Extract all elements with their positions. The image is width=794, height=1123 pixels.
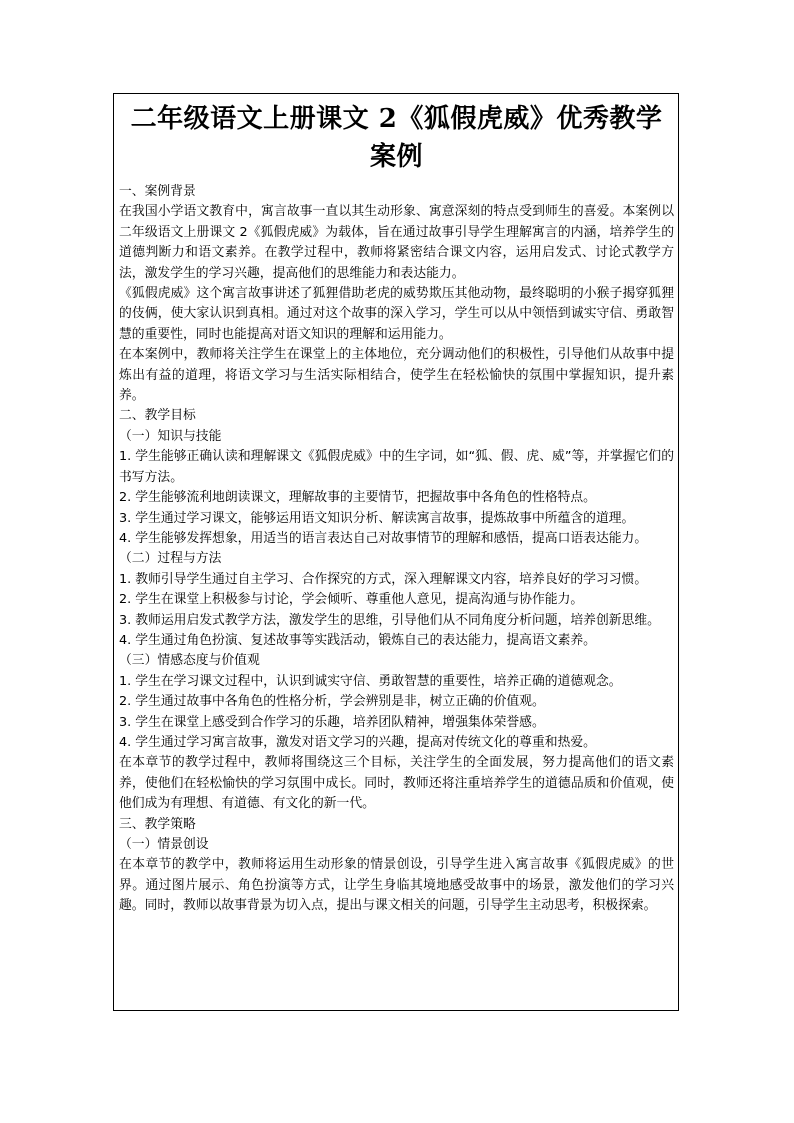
list-item: 3. 学生在课堂上感受到合作学习的乐趣，培养团队精神，增强集体荣誉感。: [119, 714, 545, 730]
body-paragraph: 《狐假虎威》这个寓言故事讲述了狐狸借助老虎的威势欺压其他动物，最终聪明的小猴子揭穿狐狸的伎俩，使大家认识到真相。通过对这个故事的深入学习，学生可以从中领悟到诚实守信、勇敢智慧的重要性，同时也能提高对语文知识的理解和运用能力。: [119, 286, 674, 342]
section-heading: 二、教学目标: [119, 408, 196, 424]
subsection-heading: （一）知识与技能: [119, 428, 222, 444]
section-heading: 三、教学策略: [119, 816, 196, 832]
document-title: 二年级语文上册课文 2《狐假虎威》优秀教学案例: [130, 104, 663, 172]
list-item: 2. 学生能够流利地朗读课文，理解故事的主要情节，把握故事中各角色的性格特点。: [119, 490, 596, 506]
body-paragraph: 在本案例中，教师将关注学生在课堂上的主体地位，充分调动他们的积极性，引导他们从故事中提炼出有益的道理，将语文学习与生活实际相结合，使学生在轻松愉快的氛围中掌握知识，提升素养。: [119, 347, 674, 404]
list-item: 1. 学生在学习课文过程中，认识到诚实守信、勇敢智慧的重要性，培养正确的道德观念。: [119, 673, 622, 689]
list-item: 2. 学生在课堂上积极参与讨论，学会倾听、尊重他人意见，提高沟通与协作能力。: [119, 592, 584, 608]
section-heading: 一、案例背景: [119, 184, 196, 199]
body-paragraph: 在本章节的教学过程中，教师将围绕这三个目标，关注学生的全面发展，努力提高他们的语文素养，使他们在轻松愉快的学习氛围中成长。同时，教师还将注重培养学生的道德品质和价值观，使他们成为有理想、有道德、有文化的新一代。: [119, 755, 674, 812]
list-item: 4. 学生能够发挥想象，用适当的语言表达自己对故事情节的理解和感悟，提高口语表达能力。: [119, 530, 648, 546]
document-body: [119, 182, 674, 917]
subsection-heading: （一）情景创设: [119, 837, 209, 852]
body-paragraph: 在本章节的教学中，教师将运用生动形象的情景创设，引导学生进入寓言故事《狐假虎威》的世界。通过图片展示、角色扮演等方式，让学生身临其境地感受故事中的场景，激发他们的学习兴趣。同时，教师以故事背景为切入点，提出与课文相关的问题，引导学生主动思考，积极探索。: [119, 857, 674, 914]
list-item: 4. 学生通过学习寓言故事，激发对语文学习的兴趣，提高对传统文化的尊重和热爱。: [119, 734, 596, 750]
list-item: 4. 学生通过角色扮演、复述故事等实践活动，锻炼自己的表达能力，提高语文素养。: [119, 632, 596, 648]
body-paragraph: 在我国小学语文教育中，寓言故事一直以其生动形象、寓意深刻的特点受到师生的喜爱。本案例以二年级语文上册课文 2《狐假虎威》为载体，旨在通过故事引导学生理解寓言的内涵，培养学生的道德判断力和语文素养。在教学过程中，教师将紧密结合课文内容，运用启发式、讨论式教学方法，激发学生的学习兴趣，提高他们的思维能力和表达能力。: [119, 204, 674, 281]
subsection-heading: （二）过程与方法: [119, 551, 222, 567]
list-item: 2. 学生通过故事中各角色的性格分析，学会辨别是非，树立正确的价值观。: [119, 694, 545, 710]
list-item: 3. 学生通过学习课文，能够运用语文知识分析、解读寓言故事，提炼故事中所蕴含的道理。: [119, 510, 635, 526]
list-item: 1. 教师引导学生通过自主学习、合作探究的方式，深入理解课文内容，培养良好的学习习惯。: [119, 571, 648, 587]
list-item: 1. 学生能够正确认读和理解课文《狐假虎威》中的生字词，如“狐、假、虎、威”等，并掌握它们的书写方法。: [119, 449, 674, 485]
document-frame: [113, 93, 679, 1011]
subsection-heading: （三）情感态度与价值观: [119, 653, 260, 669]
list-item: 3. 教师运用启发式教学方法，激发学生的思维，引导他们从不同角度分析问题，培养创新思维。: [119, 612, 660, 628]
